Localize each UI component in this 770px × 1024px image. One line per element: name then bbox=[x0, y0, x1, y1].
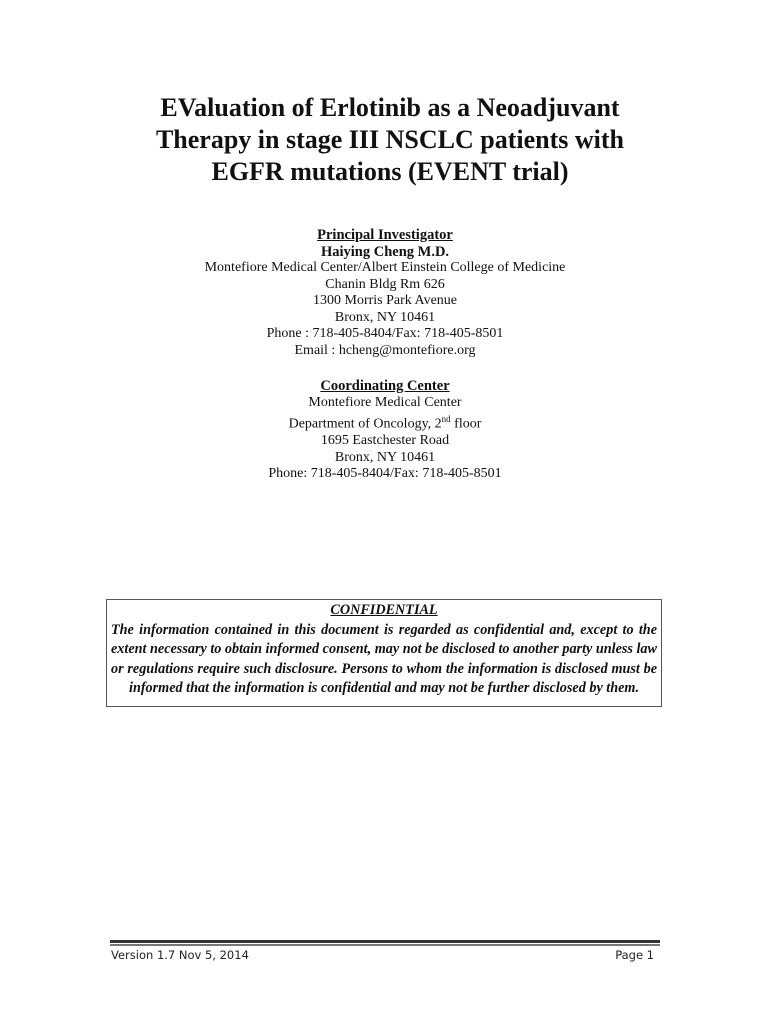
investigator-city: Bronx, NY 10461 bbox=[334, 309, 436, 325]
principal-investigator-block bbox=[135, 227, 635, 359]
title-line-3: EGFR mutations (EVENT trial) bbox=[211, 157, 569, 186]
confidential-text: The information contained in this document is regarded as confidential and, except to the extent necessary to obtain informed consent, may not be disclosed to another party unless law or regulations require such disclosure. Persons to whom the information is disclosed must be informed that the information is confidential and may not be further disclosed by them. bbox=[111, 621, 657, 696]
investigator-street: 1300 Morris Park Avenue bbox=[313, 293, 457, 308]
footer-page-number: Page 1 bbox=[615, 948, 654, 962]
footer-rule bbox=[110, 940, 660, 943]
footer-rule-secondary bbox=[110, 944, 660, 946]
investigator-email: Email : hcheng@montefiore.org bbox=[294, 342, 476, 358]
confidential-notice-box bbox=[106, 599, 662, 707]
investigator-institution: Montefiore Medical Center/Albert Einstein College of Medicine bbox=[204, 260, 566, 275]
center-city: Bronx, NY 10461 bbox=[334, 449, 436, 465]
coordinating-center-block bbox=[135, 378, 635, 483]
title-line-1: EValuation of Erlotinib as a Neoadjuvant bbox=[160, 93, 620, 122]
principal-investigator-heading: Principal Investigator bbox=[317, 227, 453, 243]
center-street: 1695 Eastchester Road bbox=[320, 433, 450, 449]
investigator-building: Chanin Bldg Rm 626 bbox=[325, 276, 445, 292]
coordinating-center-heading: Coordinating Center bbox=[320, 378, 450, 394]
department-floor: floor bbox=[450, 416, 482, 432]
center-department bbox=[135, 411, 635, 433]
investigator-phone: Phone : 718-405-8404/Fax: 718-405-8501 bbox=[266, 326, 504, 341]
confidential-heading: CONFIDENTIAL bbox=[330, 602, 438, 618]
department-text: Department of Oncology, 2 bbox=[288, 416, 442, 432]
investigator-name: Haiying Cheng M.D. bbox=[320, 243, 450, 260]
center-phone: Phone: 718-405-8404/Fax: 718-405-8501 bbox=[268, 466, 502, 482]
department-superscript: nd bbox=[441, 414, 451, 424]
footer-version: Version 1.7 Nov 5, 2014 bbox=[111, 948, 249, 962]
center-name: Montefiore Medical Center bbox=[308, 394, 462, 410]
title-line-2: Therapy in stage III NSCLC patients with bbox=[155, 125, 625, 154]
document-title bbox=[110, 92, 670, 188]
